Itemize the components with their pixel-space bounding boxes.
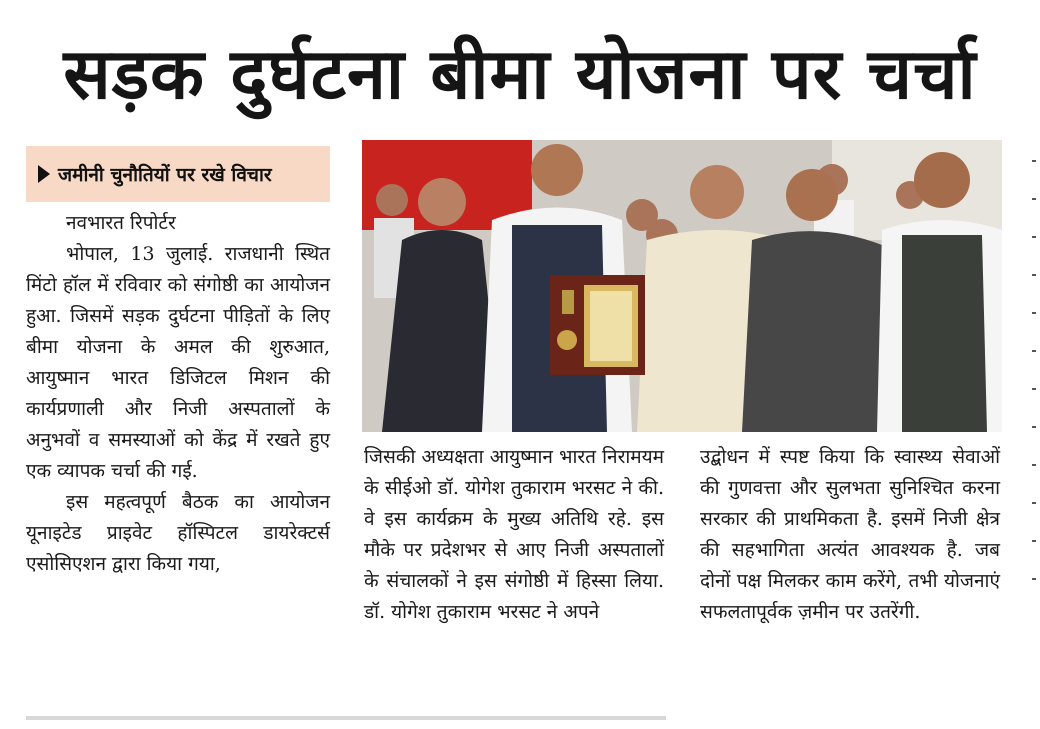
subheadline-box	[26, 146, 330, 202]
adjacent-column-edge	[1032, 160, 1038, 700]
column-divider-rule	[26, 716, 666, 720]
headline: सड़क दुर्घटना बीमा योजना पर चर्चा	[63, 33, 977, 115]
subheadline-text: जमीनी चुनौतियों पर रखे विचार	[58, 164, 272, 186]
photo-illustration	[362, 140, 1002, 432]
triangle-right-icon	[38, 165, 50, 183]
byline: नवभारत रिपोर्टर	[66, 212, 176, 234]
article-column-2	[364, 442, 664, 628]
paragraph-1: भोपाल, 13 जुलाई. राजधानी स्थित मिंटो हॉल में रविवार को संगोष्ठी का आयोजन हुआ. जिसमें सड़क दुर्घटना पीड़ितों के लिए बीमा योजना के अमल की शुरुआत, आयुष्मान भारत डिजिटल मिशन की कार्यप्रणाली और निजी अस्पतालों के अनुभवों व समस्याओं को केंद्र में रखते हुए एक व्यापक चर्चा की गई.	[26, 243, 330, 482]
award-ceremony-photo	[362, 140, 1002, 432]
article-column-3	[700, 442, 1000, 628]
paragraph-3: जिसकी अध्यक्षता आयुष्मान भारत निरामयम के सीईओ डॉ. योगेश तुकाराम भरसट ने की. वे इस कार्यक्रम के मुख्य अतिथि रहे. इस मौके पर प्रदेशभर से आए निजी अस्पतालों के संचालकों ने इस संगोष्ठी में हिस्सा लिया. डॉ. योगेश तुकाराम भरसट ने अपने	[364, 446, 664, 623]
paragraph-4: उद्बोधन में स्पष्ट किया कि स्वास्थ्य सेवाओं की गुणवत्ता और सुलभता सुनिश्चित करना सरकार की प्राथमिकता है. इसमें निजी क्षेत्र की सहभागिता अत्यंत आवश्यक है. जब दोनों पक्ष मिलकर काम करेंगे, तभी योजनाएं सफलतापूर्वक ज़मीन पर उतरेंगी.	[700, 446, 1000, 623]
paragraph-2: इस महत्वपूर्ण बैठक का आयोजन यूनाइटेड प्राइवेट हॉस्पिटल डायरेक्टर्स एसोसिएशन द्वारा किया गया,	[26, 491, 330, 575]
article-column-1	[26, 208, 330, 580]
